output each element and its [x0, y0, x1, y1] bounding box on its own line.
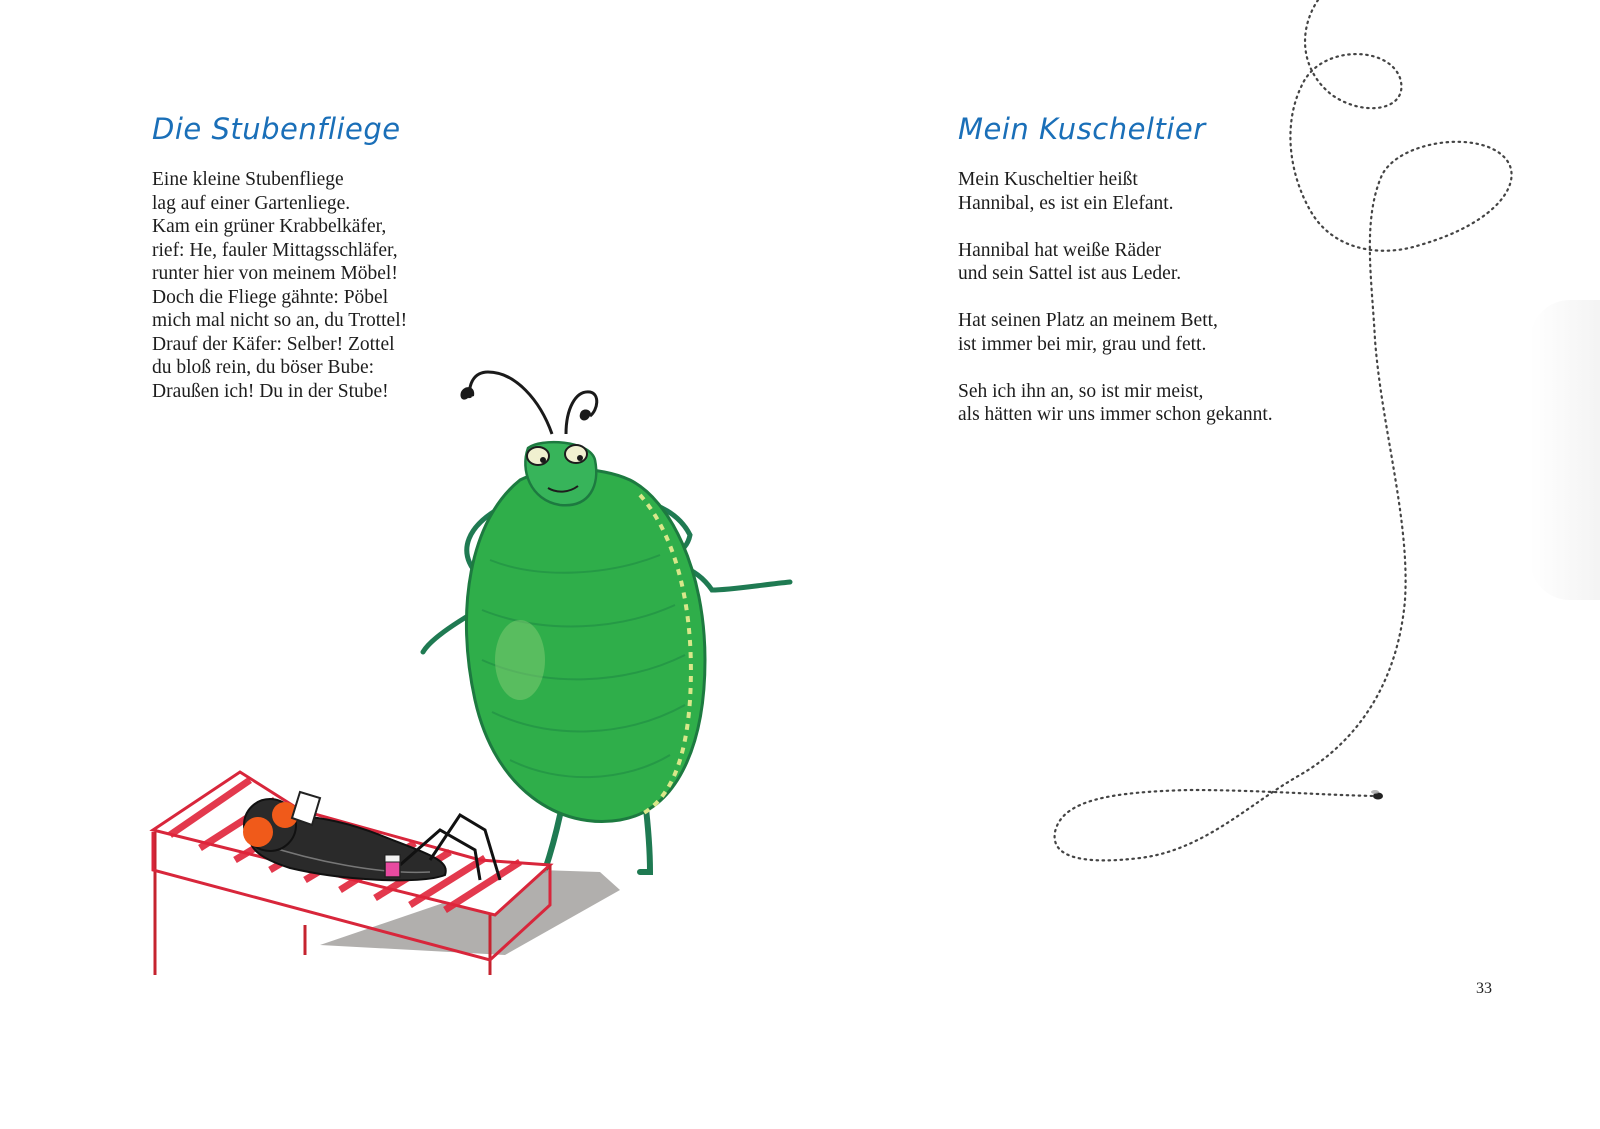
poem-line: du bloß rein, du böser Bube: — [152, 357, 375, 378]
poem-text — [958, 168, 1273, 427]
poem-title: Mein Kuscheltier — [958, 112, 1206, 146]
poem-line: mich mal nicht so an, du Trottel! — [152, 310, 408, 331]
poem-line: ist immer bei mir, grau und fett. — [958, 333, 1207, 355]
stanza — [958, 309, 1273, 356]
poem-line: Seh ich ihn an, so ist mir meist, — [958, 380, 1204, 402]
poem-line: Drauf der Käfer: Selber! Zottel — [152, 333, 395, 355]
stanza — [958, 239, 1273, 286]
green-beetle-illustration — [423, 372, 790, 872]
stanza — [958, 380, 1273, 427]
poem-title: Die Stubenfliege — [152, 112, 401, 146]
poem-line: lag auf einer Gartenliege. — [152, 192, 351, 214]
page-number: 33 — [1476, 980, 1492, 997]
poem-line: und sein Sattel ist aus Leder. — [958, 263, 1182, 284]
poem-line: Hannibal, es ist ein Elefant. — [958, 192, 1174, 214]
stanza — [958, 168, 1273, 215]
poem-line: runter hier von meinem Möbel! — [152, 263, 398, 284]
poem-line: Eine kleine Stubenfliege — [152, 169, 344, 190]
poem-line: Kam ein grüner Krabbelkäfer, — [152, 216, 387, 237]
poem-die-stubenfliege — [152, 112, 407, 403]
poem-line: Hat seinen Platz an meinem Bett, — [958, 310, 1218, 331]
poem-line: Hannibal hat weiße Räder — [958, 239, 1162, 261]
poem-line: Doch die Fliege gähnte: Pöbel — [152, 286, 389, 308]
poem-line: rief: He, fauler Mittagsschläfer, — [152, 239, 398, 261]
poem-text — [152, 168, 407, 403]
poem-line: Mein Kuscheltier heißt — [958, 169, 1138, 190]
small-fly-icon — [1371, 790, 1383, 800]
poem-line: Draußen ich! Du in der Stube! — [152, 380, 389, 402]
poem-mein-kuscheltier — [958, 112, 1273, 427]
poem-line: als hätten wir uns immer schon gekannt. — [958, 404, 1273, 425]
stanza — [152, 168, 407, 403]
